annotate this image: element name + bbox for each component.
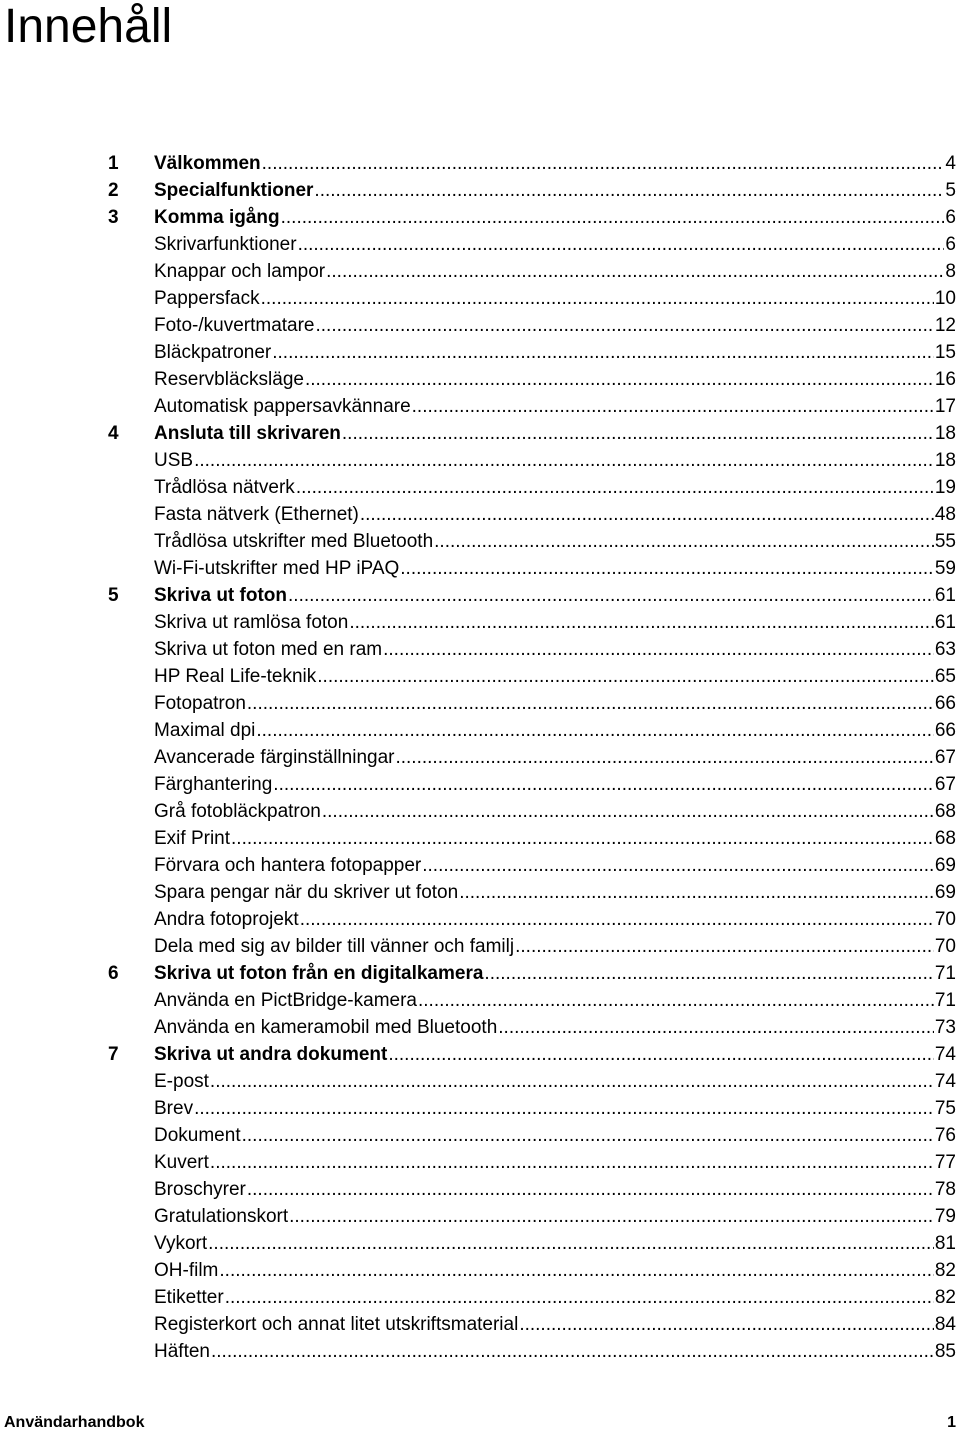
toc-page-number: 10	[934, 288, 956, 309]
dot-leader	[231, 825, 934, 852]
toc-entry-line	[154, 501, 956, 528]
toc-page-number: 16	[934, 369, 956, 390]
dot-leader	[273, 771, 934, 798]
toc-page-number: 69	[934, 882, 956, 903]
toc-page-number: 70	[934, 936, 956, 957]
toc-entry-line	[154, 1095, 956, 1122]
toc-page-number: 75	[934, 1098, 956, 1119]
toc-entry-line	[154, 663, 956, 690]
toc-entry-label: Etiketter	[154, 1287, 224, 1308]
toc-page-number: 12	[934, 315, 956, 336]
toc-entry-label: Använda en PictBridge-kamera	[154, 990, 417, 1011]
toc-entry-line	[154, 798, 956, 825]
toc-section-entry[interactable]	[0, 663, 960, 690]
toc-page-number: 67	[934, 774, 956, 795]
toc-entry-label: Dokument	[154, 1125, 241, 1146]
toc-section-entry[interactable]	[0, 798, 960, 825]
dot-leader	[210, 1068, 934, 1095]
toc-section-entry[interactable]	[0, 933, 960, 960]
toc-section-entry[interactable]	[0, 231, 960, 258]
toc-page-number: 66	[934, 720, 956, 741]
toc-entry-label: Färghantering	[154, 774, 273, 795]
toc-page-number: 18	[934, 450, 956, 471]
dot-leader	[515, 933, 934, 960]
toc-entry-line	[154, 177, 956, 204]
toc-section-entry[interactable]	[0, 744, 960, 771]
toc-section-entry[interactable]	[0, 771, 960, 798]
toc-page-number: 71	[934, 990, 956, 1011]
dot-leader	[211, 1338, 934, 1365]
toc-entry-label: Specialfunktioner	[154, 180, 314, 201]
toc-entry-label: Reservbläcksläge	[154, 369, 304, 390]
toc-section-entry[interactable]	[0, 1068, 960, 1095]
toc-page-number: 4	[945, 153, 956, 174]
toc-entry-label: Maximal dpi	[154, 720, 256, 741]
toc-entry-label: Fotopatron	[154, 693, 246, 714]
dot-leader	[289, 1203, 934, 1230]
dot-leader	[281, 204, 945, 231]
toc-section-entry[interactable]	[0, 258, 960, 285]
toc-section-entry[interactable]	[0, 879, 960, 906]
toc-page-number: 82	[934, 1260, 956, 1281]
toc-section-entry[interactable]	[0, 987, 960, 1014]
toc-page-number: 5	[945, 180, 956, 201]
dot-leader	[272, 339, 934, 366]
dot-leader	[194, 447, 934, 474]
toc-entry-label: Gratulationskort	[154, 1206, 289, 1227]
toc-page-number: 71	[934, 963, 956, 984]
dot-leader	[305, 366, 934, 393]
toc-entry-line	[154, 717, 956, 744]
toc-section-entry[interactable]	[0, 366, 960, 393]
toc-entry-line	[154, 771, 956, 798]
toc-entry-label: Använda en kameramobil med Bluetooth	[154, 1017, 498, 1038]
toc-page-number: 6	[945, 207, 956, 228]
dot-leader	[322, 798, 934, 825]
toc-entry-label: HP Real Life-teknik	[154, 666, 317, 687]
dot-leader	[298, 231, 945, 258]
toc-entry-label: Pappersfack	[154, 288, 260, 309]
toc-entry-label: Foto-/kuvertmatare	[154, 315, 315, 336]
toc-section-entry[interactable]	[0, 1014, 960, 1041]
toc-page-number: 68	[934, 828, 956, 849]
toc-page-number: 67	[934, 747, 956, 768]
toc-section-entry[interactable]	[0, 501, 960, 528]
dot-leader	[498, 1014, 934, 1041]
toc-entry-label: Skriva ut andra dokument	[154, 1044, 388, 1065]
toc-chapter-entry[interactable]	[0, 582, 960, 609]
toc-entry-label: Spara pengar när du skriver ut foton	[154, 882, 459, 903]
toc-page-number: 68	[934, 801, 956, 822]
toc-page-number: 15	[934, 342, 956, 363]
dot-leader	[225, 1284, 934, 1311]
toc-entry-label: Exif Print	[154, 828, 231, 849]
toc-section-entry[interactable]	[0, 1230, 960, 1257]
toc-page-number: 55	[934, 531, 956, 552]
dot-leader	[418, 987, 934, 1014]
toc-section-entry[interactable]	[0, 690, 960, 717]
toc-entry-label: Bläckpatroner	[154, 342, 272, 363]
toc-page-number: 74	[934, 1044, 956, 1065]
toc-entry-label: Trådlösa nätverk	[154, 477, 295, 498]
toc-section-entry[interactable]	[0, 312, 960, 339]
toc-entry-line	[154, 582, 956, 609]
toc-entry-line	[154, 1311, 956, 1338]
toc-entry-label: Grå fotobläckpatron	[154, 801, 321, 822]
toc-entry-line	[154, 1284, 956, 1311]
toc-entry-label: Skriva ut foton från en digitalkamera	[154, 963, 484, 984]
dot-leader	[242, 1122, 934, 1149]
dot-leader	[210, 1149, 934, 1176]
toc-section-entry[interactable]	[0, 1284, 960, 1311]
dot-leader	[400, 555, 934, 582]
toc-chapter-entry[interactable]	[0, 204, 960, 231]
toc-entry-line	[154, 1338, 956, 1365]
toc-entry-line	[154, 690, 956, 717]
toc-entry-line	[154, 879, 956, 906]
dot-leader	[247, 690, 934, 717]
dot-leader	[288, 582, 934, 609]
toc-entry-label: Dela med sig av bilder till vänner och familj	[154, 936, 515, 957]
toc-entry-label: Knappar och lampor	[154, 261, 326, 282]
toc-section-entry[interactable]	[0, 393, 960, 420]
toc-page-number: 65	[934, 666, 956, 687]
toc-entry-line	[154, 420, 956, 447]
toc-entry-label: Skriva ut foton	[154, 585, 288, 606]
toc-entry-line	[154, 1203, 956, 1230]
dot-leader	[459, 879, 934, 906]
toc-section-entry[interactable]	[0, 636, 960, 663]
toc-section-entry[interactable]	[0, 852, 960, 879]
toc-entry-line	[154, 1068, 956, 1095]
toc-entry-line	[154, 258, 956, 285]
toc-entry-line	[154, 150, 956, 177]
dot-leader	[519, 1311, 934, 1338]
dot-leader	[314, 177, 944, 204]
toc-page-number: 61	[934, 585, 956, 606]
toc-section-entry[interactable]	[0, 825, 960, 852]
dot-leader	[317, 663, 934, 690]
toc-entry-line	[154, 609, 956, 636]
toc-entry-label: Skriva ut ramlösa foton	[154, 612, 349, 633]
toc-entry-line	[154, 960, 956, 987]
toc-entry-label: Skriva ut foton med en ram	[154, 639, 383, 660]
dot-leader	[262, 150, 945, 177]
toc-entry-label: OH-film	[154, 1260, 219, 1281]
toc-entry-line	[154, 1014, 956, 1041]
toc-chapter-number: 4	[108, 423, 119, 444]
toc-page-number: 59	[934, 558, 956, 579]
toc-section-entry[interactable]	[0, 1203, 960, 1230]
toc-entry-line	[154, 987, 956, 1014]
toc-chapter-number: 7	[108, 1044, 119, 1065]
toc-section-entry[interactable]	[0, 1338, 960, 1365]
footer-book-title: Användarhandbok	[4, 1414, 145, 1431]
dot-leader	[261, 285, 934, 312]
toc-entry-label: E-post	[154, 1071, 209, 1092]
toc-entry-line	[154, 1257, 956, 1284]
toc-entry-line	[154, 555, 956, 582]
dot-leader	[383, 636, 934, 663]
dot-leader	[219, 1257, 933, 1284]
toc-entry-line	[154, 1230, 956, 1257]
toc-section-entry[interactable]	[0, 1257, 960, 1284]
toc-entry-line	[154, 744, 956, 771]
toc-section-entry[interactable]	[0, 528, 960, 555]
toc-page-number: 61	[934, 612, 956, 633]
toc-page-number: 77	[934, 1152, 956, 1173]
toc-section-entry[interactable]	[0, 609, 960, 636]
dot-leader	[395, 744, 933, 771]
toc-section-entry[interactable]	[0, 447, 960, 474]
toc-page-number: 74	[934, 1071, 956, 1092]
toc-page-number: 85	[934, 1341, 956, 1362]
toc-entry-line	[154, 204, 956, 231]
toc-page-number: 82	[934, 1287, 956, 1308]
toc-entry-label: Andra fotoprojekt	[154, 909, 299, 930]
toc-chapter-entry[interactable]	[0, 420, 960, 447]
toc-page-number: 69	[934, 855, 956, 876]
dot-leader	[388, 1041, 934, 1068]
toc-chapter-entry[interactable]	[0, 1041, 960, 1068]
toc-page-number: 18	[934, 423, 956, 444]
toc-entry-label: Wi-Fi-utskrifter med HP iPAQ	[154, 558, 400, 579]
toc-entry-line	[154, 312, 956, 339]
toc-entry-line	[154, 825, 956, 852]
toc-page-number: 8	[945, 261, 956, 282]
page-footer	[4, 1414, 956, 1434]
dot-leader	[300, 906, 934, 933]
toc-section-entry[interactable]	[0, 1122, 960, 1149]
toc-entry-label: Kuvert	[154, 1152, 209, 1173]
toc-entry-line	[154, 528, 956, 555]
toc-section-entry[interactable]	[0, 1149, 960, 1176]
toc-entry-label: Skrivarfunktioner	[154, 234, 297, 255]
toc-entry-line	[154, 1122, 956, 1149]
toc-section-entry[interactable]	[0, 285, 960, 312]
dot-leader	[326, 258, 944, 285]
toc-entry-line	[154, 366, 956, 393]
table-of-contents	[0, 150, 960, 1365]
toc-chapter-number: 1	[108, 153, 119, 174]
toc-entry-line	[154, 447, 956, 474]
toc-chapter-number: 3	[108, 207, 119, 228]
toc-entry-label: Komma igång	[154, 207, 280, 228]
toc-entry-label: Automatisk pappersavkännare	[154, 396, 411, 417]
toc-entry-label: Avancerade färginställningar	[154, 747, 395, 768]
toc-page-number: 48	[934, 504, 956, 525]
toc-entry-label: Välkommen	[154, 153, 261, 174]
toc-entry-line	[154, 1149, 956, 1176]
toc-chapter-number: 2	[108, 180, 119, 201]
dot-leader	[208, 1230, 934, 1257]
page-title: Innehåll	[4, 0, 173, 53]
dot-leader	[349, 609, 934, 636]
toc-entry-line	[154, 339, 956, 366]
toc-page-number: 66	[934, 693, 956, 714]
toc-page-number: 70	[934, 909, 956, 930]
toc-entry-line	[154, 474, 956, 501]
toc-entry-label: Häften	[154, 1341, 210, 1362]
toc-page-number: 17	[934, 396, 956, 417]
dot-leader	[247, 1176, 934, 1203]
dot-leader	[484, 960, 933, 987]
dot-leader	[194, 1095, 934, 1122]
toc-entry-label: Broschyrer	[154, 1179, 246, 1200]
toc-entry-line	[154, 285, 956, 312]
toc-section-entry[interactable]	[0, 906, 960, 933]
dot-leader	[342, 420, 934, 447]
toc-page-number: 76	[934, 1125, 956, 1146]
toc-entry-line	[154, 636, 956, 663]
toc-section-entry[interactable]	[0, 1176, 960, 1203]
toc-entry-line	[154, 1176, 956, 1203]
toc-entry-line	[154, 231, 956, 258]
footer-page-number: 1	[947, 1414, 956, 1431]
toc-page-number: 81	[934, 1233, 956, 1254]
toc-entry-label: Ansluta till skrivaren	[154, 423, 341, 444]
toc-chapter-number: 5	[108, 585, 119, 606]
toc-entry-label: Vykort	[154, 1233, 208, 1254]
toc-entry-line	[154, 852, 956, 879]
dot-leader	[422, 852, 934, 879]
toc-entry-line	[154, 393, 956, 420]
toc-section-entry[interactable]	[0, 1095, 960, 1122]
toc-chapter-entry[interactable]	[0, 177, 960, 204]
dot-leader	[434, 528, 934, 555]
toc-page-number: 79	[934, 1206, 956, 1227]
dot-leader	[296, 474, 934, 501]
dot-leader	[316, 312, 934, 339]
toc-entry-label: Registerkort och annat litet utskriftsmaterial	[154, 1314, 519, 1335]
toc-page-number: 73	[934, 1017, 956, 1038]
toc-entry-label: Trådlösa utskrifter med Bluetooth	[154, 531, 434, 552]
toc-section-entry[interactable]	[0, 717, 960, 744]
toc-section-entry[interactable]	[0, 474, 960, 501]
toc-entry-label: Förvara och hantera fotopapper	[154, 855, 422, 876]
toc-entry-line	[154, 906, 956, 933]
toc-section-entry[interactable]	[0, 1311, 960, 1338]
dot-leader	[412, 393, 934, 420]
toc-entry-line	[154, 1041, 956, 1068]
toc-entry-label: Fasta nätverk (Ethernet)	[154, 504, 359, 525]
toc-section-entry[interactable]	[0, 555, 960, 582]
dot-leader	[256, 717, 933, 744]
toc-page-number: 19	[934, 477, 956, 498]
toc-chapter-number: 6	[108, 963, 119, 984]
toc-entry-label: USB	[154, 450, 194, 471]
toc-page-number: 6	[945, 234, 956, 255]
toc-page-number: 63	[934, 639, 956, 660]
toc-page-number: 78	[934, 1179, 956, 1200]
toc-entry-line	[154, 933, 956, 960]
toc-entry-label: Brev	[154, 1098, 194, 1119]
toc-section-entry[interactable]	[0, 339, 960, 366]
toc-page-number: 84	[934, 1314, 956, 1335]
dot-leader	[360, 501, 934, 528]
toc-chapter-entry[interactable]	[0, 150, 960, 177]
toc-chapter-entry[interactable]	[0, 960, 960, 987]
